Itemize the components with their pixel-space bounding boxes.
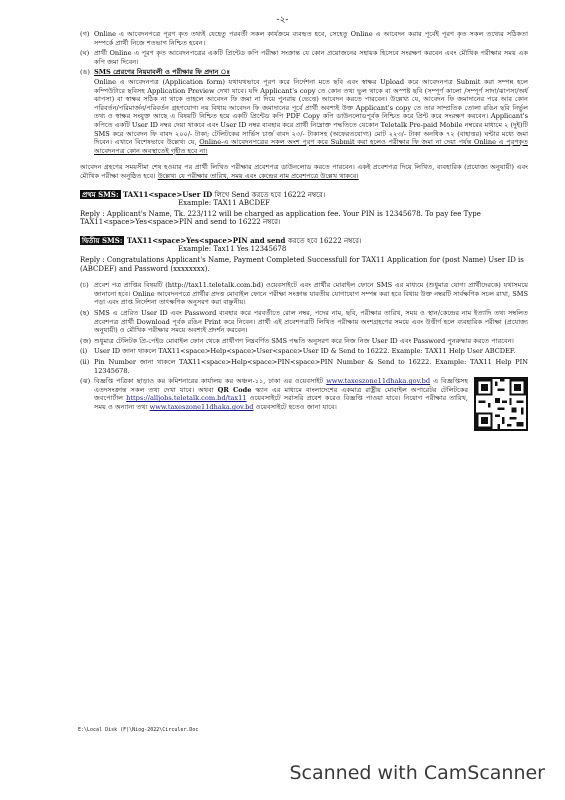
- item-text: Online এ আবেদনপত্রে পূরণ কৃত তথ্যই যেহেতু পরবর্তী সকল কার্যক্রমে ব্যবহৃত হবে, সেহেতু Online এ আবেদন করার পূর্বেই পূরণ কৃত সকল তথ্যের সঠিকতা সম্পর্কে প্রার্থী নিজে শতভাগ নিশ্চিত হবেন।: [94, 30, 528, 47]
- sms-send-text: লিখে Send করতে হবে 16222 নম্বরে।: [214, 190, 326, 199]
- reply-label: Reply :: [80, 256, 105, 265]
- item-marker: (i): [80, 347, 88, 356]
- item-text: প্রার্থী Online এ পূরণ কৃত আবেদনপত্রের একটি প্রিন্টেড কপি পরীক্ষা সংক্রান্ত যে কোন প্রয়োজনের সহায়ক হিসেবে সংরক্ষণ করবেন এবং মৌখিক পরীক্ষার সময় এক কপি জমা দিবেন।: [94, 49, 528, 66]
- list-item: [80, 281, 528, 307]
- list-item: [80, 337, 528, 346]
- item-text: প্রবেশ পত্র প্রাপ্তির বিষয়টি (http://tax11.teletalk.com.bd) ওয়েবসাইটে এবং প্রার্থীর মোবাইল ফোনে SMS এর মাধ্যমে (শুধুমাত্র যোগ্য প্রার্থীদেরকে) যথাসময়ে জানানো হবে। Online আবেদনপত্রে প্রার্থীর প্রদত্ত মোবাইল ফোনে পরীক্ষা সংক্রান্ত যাবতীয় যোগাযোগ সম্পন্ন করা হবে বিধায় উক্ত নম্বরটি সার্বক্ষণিক সচল রাখা, SMS পড়া এবং প্রাপ্ত নির্দেশনা তাৎক্ষণিক অনুসরণ করা বাঞ্ছনীয়।: [94, 281, 528, 307]
- sms-example: Example: Tax11 Yes 12345678: [178, 245, 287, 254]
- sms-fee-section: [80, 68, 528, 157]
- item-marker: (গ): [80, 30, 90, 38]
- second-sms-block: [80, 237, 528, 273]
- reply-text: Congratulations Applicant's Name, Payment Completed Successfull for TAX11 Application for (post Name) User ID is (ABCDEF) and Password (xxxxxxxx).: [80, 256, 524, 273]
- list-item: [80, 309, 528, 335]
- item-marker: (চ): [80, 281, 89, 290]
- text-part: ওয়েবসাইটে হতেও জানা যাবে।: [255, 402, 337, 411]
- qr-code-icon: [474, 377, 528, 431]
- admit-card-note: [80, 163, 528, 180]
- item-text: শুধুমাত্র টেলিটক প্রি-পেইড মোবাইল ফোন থেকে প্রার্থীগণ নিম্নবর্ণিত SMS পদ্ধতি অনুসরণ করে নিজ নিজ User ID এবং Password পুনরুদ্ধার করতে পারবেন।: [94, 336, 514, 345]
- notice-body: [80, 30, 528, 433]
- paragraph-text: Online এ আবেদনপত্র (Application form) যথাযথভাবে পূরণ করে নির্দেশনা মতে ছবি এবং স্বাক্ষর Upload করে আবেদনপত্র Submit করা সম্পন্ন হলে কম্পিউটারে ছবিসহ Application Preview দেখা যাবে। যদি Applicant's copy তে কোন তথ্য ভুল থাকে বা অস্পষ্ট ছবি (সম্পূর্ণ কালো /সম্পূর্ণ সাদা/ঝাপসা/অর্ধ ঝাপসা) বা স্বাক্ষর সঠিক না থাকে তাহলে আবেদন ফি জমা না দিয়ে পুনরায় (ভেত্তে) আবেদন করতে পারবেন। উল্লেখ্য যে, আবেদন ফি জমাদানের পরে আর কোন পরিবর্তন/পরিমার্জন/পরিবর্তন গ্রহণযোগ্য নয় বিধায় আবেদন ফি জমাদানের পূর্বে প্রার্থী অবশ্যই উক্ত Applicant's copy তে তার সাম্প্রতিক তোলা রঙিন ছবি নির্ভুল তথ্য ও স্বাক্ষর সংযুক্ত আছে এ বিষয়টি নিশ্চিত হয়ে একটি প্রিন্টেড কপি PDF Copy কপি ডাউনলোডপূর্বক নিশ্চিত করে প্রিন্ট করে সংরক্ষণ করবেন। Applicant's কপিতে একটি User ID নম্বর দেয়া থাকবে এবং User ID নম্বর ব্যবহার করে প্রার্থী নিম্নোক্ত পদ্ধতিতে যেকোন Teletalk Pre-paid Mobile নম্বরের মাধ্যমে ২ (দুই)টি SMS করে আবেদন ফি বাবদ ২০০/- টাকা; টেলিটকের সার্ভিস চার্জ বাবদ ২৩/- টাকাসহ (অফেরতযোগ্য) মোট ২২৩/- টাকা অনধিক ৭২ (বাহাত্তর) ঘন্টার মধ্যে জমা দিবেন। এখানে বিশেষভাবে উল্লেখ্য যে,: [94, 77, 528, 147]
- sms-tag: প্রথম SMS:: [82, 189, 119, 199]
- list-item: [80, 30, 528, 47]
- item-marker: (ঘ): [80, 49, 90, 58]
- item-text: User ID জানা থাকলে TAX11<space>Help<space>User<space>User ID & Send to 16222. Example: TAX11 Help User ABCDEF.: [94, 347, 516, 356]
- website-link[interactable]: www.taxeszone11dhaka.gov.bd: [149, 402, 254, 411]
- list-item: [80, 347, 528, 356]
- website-link[interactable]: www.taxeszone11dhaka.gov.bd: [326, 377, 431, 386]
- file-path: E:\Local Disk (F)\Niog-2022\Circuler.Doc: [78, 727, 199, 733]
- instructions-list: [80, 281, 528, 431]
- sms-command: TAX11<space>Yes<space>PIN and send: [126, 235, 286, 245]
- section-paragraph: [94, 78, 528, 155]
- job-portal-link[interactable]: https://alljobs.teletalk.com.bd/tax11: [126, 394, 247, 403]
- website-info-item: [80, 377, 528, 431]
- list-item: [80, 49, 528, 66]
- item-marker: (ii): [80, 358, 90, 366]
- text-part: ওয়েবসাইটে সরাসরি প্রবেশ করেও বিজ্ঞপ্তি পাওয়া যাবে। নিয়োগ পরীক্ষার তারিখ, সময় ও অন্যান্য তথ্য: [94, 394, 468, 411]
- sms-example: Example: TAX11 ABCDEF: [178, 199, 271, 208]
- item-marker: (ছ): [80, 309, 90, 318]
- first-sms-block: [80, 191, 528, 227]
- scanner-watermark: Scanned with CamScanner: [289, 762, 545, 784]
- text-part: বিজ্ঞপ্তি পত্রিকা ছাড়াও কর কমিশনারের কার্যালয় কর অঞ্চল-১১, ঢাকা এর ওয়েবসাইট: [94, 377, 324, 386]
- sms-command: TAX11<space>User ID: [122, 189, 213, 199]
- qr-label: QR Code: [217, 385, 252, 394]
- item-marker: (ঝ): [80, 377, 91, 386]
- item-marker: (জ): [80, 336, 92, 345]
- list-item: [80, 358, 528, 375]
- note-text: আবেদন গ্রহণের সময়সীমা শেষ হওয়ার পর প্রার্থী লিখিত পরীক্ষার প্রবেশপত্র ডাউনলোড করতে পারবেন। একই প্রবেশপত্র দিয়ে লিখিত, ব্যবহারিক (প্রযোজ্য অনুযায়ী) এবং মৌখিক পরীক্ষা অনুষ্ঠিত হবে।: [80, 163, 528, 180]
- reply-label: Reply :: [80, 209, 105, 218]
- item-text: Pin Number জানা থাকলে TAX11<space>Help<space>PIN<space>PIN Number & Send to 16222. Example: TAX11 Help PIN 12345678.: [94, 358, 528, 375]
- sms-tag: দ্বিতীয় SMS:: [82, 235, 123, 245]
- section-heading: SMS প্রেরণের নিয়মাবলী ও পরীক্ষার ফি প্রদান ঃ: [94, 68, 231, 77]
- sms-send-text: করতে হবে 16222 নম্বরে।: [287, 236, 362, 245]
- text-part: এ বিজ্ঞপ্তিসহ এতদসংক্রান্ত সকল তথ্য দেখা যাবে। অথবা: [94, 377, 468, 394]
- item-marker: (ঙ): [80, 68, 90, 77]
- item-text: SMS এ প্রেরিত User ID এবং Password ব্যবহার করে পরবর্তীতে রোল নম্বর, পদের নাম, ছবি, পরীক্ষার তারিখ, সময় ও স্থান/কেন্দ্রের নাম ইত্যাদি তথ্য সম্বলিত প্রবেশপত্র প্রার্থী Download পূর্বক রঙিন Print করে নিবেন। প্রার্থী এই প্রবেশপত্রটি লিখিত পরীক্ষায় অংশগ্রহণের সময়ে এবং উত্তীর্ণ হলে ব্যবহারিক পরীক্ষা (প্রযোজ্য অনুযায়ী) ও মৌখিক পরীক্ষার সময়ে অবশ্যই প্রদর্শন করবেন।: [94, 309, 528, 335]
- page-number: -২-: [276, 15, 289, 25]
- text-part: স্ক্যান এর মাধ্যমে বাংলাদেশের একমাত্র রাষ্ট্রীয় মোবাইল অপারেটর টেলিটকের জবপোর্টাল: [94, 385, 468, 403]
- sms-reply: [80, 210, 528, 227]
- sms-command-line: [80, 237, 528, 246]
- sms-command-line: [80, 191, 528, 200]
- item-text: [94, 377, 468, 431]
- reply-text: Applicant's Name, Tk. 223/112 will be charged as application fee. Your PIN is 12345678. To pay fee Type TAX11<space>Yes<space>PIN and send to 16222 নম্বরে।: [80, 209, 481, 227]
- paragraph-underlined-text: Online-এ আবেদনপত্রের সকল অংশ পূরণ করে Submit করা হলেও পরীক্ষার ফি জমা না দেয়া পর্যন্ত Online এ পূরণকৃত আবেদনপত্র কোন অবস্থাতেই গৃহীত হবে না।: [94, 138, 528, 155]
- sms-reply: [80, 256, 528, 273]
- note-underlined-text: উল্লেখ্য যে পরীক্ষার তারিখ, সময় এবং কেন্দ্রের নাম প্রবেশপত্রে উল্লেখ থাকবে।: [157, 171, 359, 180]
